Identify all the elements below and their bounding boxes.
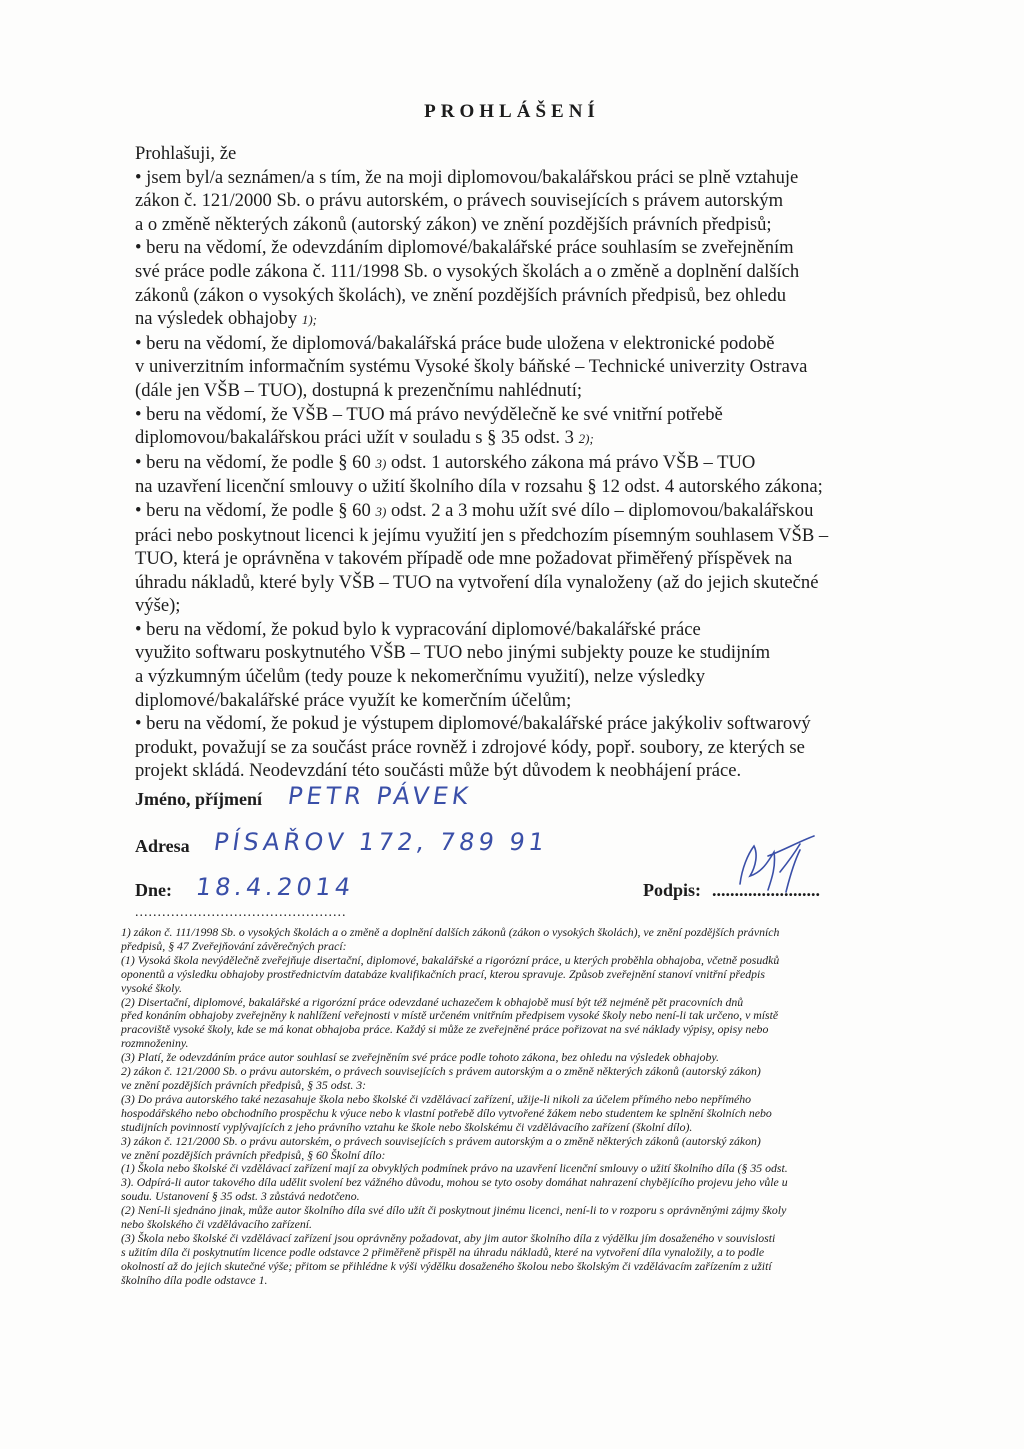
footnote-line: okolností až do jejich skutečné výše; přitom se přihlédne k výši výdělku dosaženého školou nebo školským či vzdělávacím zařízením z užití — [121, 1258, 772, 1273]
statement-line — [135, 499, 895, 524]
statement-line: • beru na vědomí, že diplomová/bakalářská práce bude uložena v elektronické podobě — [135, 332, 895, 356]
footnote-line: (1) Vysoká škola nevýdělečně zveřejňuje disertační, diplomové, bakalářské a rigorózní práce, u kterých proběhla obhajoba, včetně posudků — [121, 952, 780, 967]
statement-line — [135, 426, 895, 451]
footnote-line: ve znění pozdějších právních předpisů, § 35 odst. 3: — [121, 1077, 367, 1092]
footnote-ref: 3) — [375, 503, 387, 519]
footnote-line: před konáním obhajoby zveřejněny k nahlížení veřejnosti v místě určeném vnitřním předpisem vysoké školy nebo není-li tak určeno, v místě — [121, 1008, 779, 1023]
statement-line: projekt skládá. Neodevzdání této součásti může být důvodem k neobhájení práce. — [135, 760, 742, 782]
statement-line: • jsem byl/a seznámen/a s tím, že na moji diplomovou/bakalářskou práci se plně vztahuje — [135, 166, 895, 190]
statement-text: odst. 2 a 3 mohu užít své dílo – diplomovou/bakalářskou — [390, 499, 814, 521]
footnote-line: (3) Do práva autorského také nezasahuje škola nebo školské či vzdělávací zařízení, užije-li nikoli za účelem přímého nebo nepřímého — [121, 1091, 752, 1106]
statement-line: • beru na vědomí, že odevzdáním diplomové/bakalářské práce souhlasím se zveřejněním — [135, 236, 895, 260]
footnote-line: předpisů, § 47 Zveřejňování závěrečných prací: — [121, 938, 347, 953]
statement-line: • beru na vědomí, že pokud je výstupem diplomové/bakalářské práce jakýkoliv softwarový — [135, 712, 895, 736]
footnote-line: ve znění pozdějších právních předpisů, § 60 Školní dílo: — [121, 1147, 386, 1162]
footnote-line: oponentů a výsledku obhajoby prostřednictvím databáze kvalifikačních prací, kterou spravuje. Způsob zveřejnění stanoví vnitřní předpis — [121, 966, 765, 981]
footnote-line: školního díla podle odstavce 1. — [121, 1272, 268, 1287]
page-title: PROHLÁŠENÍ — [424, 101, 600, 122]
date-label: Dne: — [135, 880, 172, 900]
statement-line: úhradu nákladů, které byly VŠB – TUO na vytvoření díla vynaloženy (až do jejich skutečné — [135, 571, 819, 593]
statement-text: beru na vědomí, že podle § 60 — [146, 451, 371, 473]
statement-text: na výsledek obhajoby — [135, 308, 298, 330]
date-value[interactable]: 18.4.2014 — [194, 873, 357, 901]
statement-line: výše); — [135, 595, 181, 617]
footnote-line: 1) zákon č. 111/1998 Sb. o vysokých školách a o změně a doplnění dalších zákonů (zákon o vysokých školách), ve znění pozdějších právních — [121, 925, 780, 939]
statement-line: • beru na vědomí, že pokud bylo k vypracování diplomové/bakalářské práce — [135, 618, 895, 642]
footnote-line: (2) Disertační, diplomové, bakalářské a rigorózní práce odevzdané uchazečem k obhajobě musí být též nejméně pět pracovních dnů — [121, 994, 744, 1009]
signature-dots: ........................ — [712, 880, 820, 900]
intro-text: Prohlašuji, že — [135, 143, 237, 164]
footnote-line: studijních povinností vyplývajících z jeho právního vztahu ke škole nebo školskému či vzdělávacího zařízení (školní dílo). — [121, 1119, 693, 1134]
statement-line: práci nebo poskytnout licenci k jejímu využití jen s předchozím písemným souhlasem VŠB – — [135, 524, 829, 546]
footnote-line: (3) Škola nebo školské či vzdělávací zařízení jsou oprávněny požadovat, aby jim autor školního díla z výdělku jím dosaženého v souvislosti — [121, 1230, 776, 1245]
footnote-line: soudu. Ustanovení § 35 odst. 3 zůstává nedotčeno. — [121, 1189, 360, 1204]
declaration-body — [135, 142, 895, 783]
address-label: Adresa — [135, 836, 190, 856]
signature-icon[interactable] — [728, 832, 828, 902]
statement-line: (dále jen VŠB – TUO), dostupná k prezenčnímu nahlédnutí; — [135, 379, 583, 401]
statement-line — [135, 307, 895, 332]
footnote-line: rozmnoženiny. — [121, 1036, 189, 1051]
statement-text: odst. 1 autorského zákona má právo VŠB – TUO — [390, 451, 756, 473]
footnote-line: vysoké školy. — [121, 980, 182, 995]
footnote-line: hospodářského nebo obchodního prospěchu k výuce nebo k vlastní potřebě dílo vytvořené žákem nebo studentem ke splnění školních nebo — [121, 1105, 772, 1120]
statement-text: beru na vědomí, že podle § 60 — [146, 499, 371, 521]
signature-label: Podpis: — [643, 880, 702, 900]
footnote-line: (1) Škola nebo školské či vzdělávací zařízení mají za obvyklých podmínek právo na uzavření licenční smlouvy o užití školního díla (§ 35 odst. — [121, 1161, 788, 1176]
footnote-ref: 2); — [578, 431, 594, 447]
footnote-line: 3). Odpírá-li autor takového díla udělit svolení bez vážného důvodu, mohou se tyto osoby domáhat nahrazení chybějícího projevu jeho vůle u — [121, 1175, 788, 1190]
name-value[interactable]: PETR PÁVEK — [286, 782, 474, 810]
statement-line: v univerzitním informačním systému Vysoké školy báňské – Technické univerzity Ostrava — [135, 356, 808, 378]
footnote-line: s užitím díla či poskytnutím licence podle odstavce 2 přiměřeně přispěl na úhradu nákladů, které na vytvoření díla vynaložily, a to podle — [121, 1244, 765, 1259]
address-value[interactable]: PÍSAŘOV 172, 789 91 — [212, 828, 550, 856]
footnote-line: nebo školského či vzdělávacího zařízení. — [121, 1217, 312, 1232]
name-label: Jméno, příjmení — [135, 789, 262, 809]
statement-line: na uzavření licenční smlouvy o užití školního díla v rozsahu § 12 odst. 4 autorského zákona; — [135, 476, 823, 498]
statement-line: své práce podle zákona č. 111/1998 Sb. o vysokých školách a o změně a doplnění dalších — [135, 260, 800, 282]
statement-line: produkt, považují se za součást práce rovněž i zdrojové kódy, popř. soubory, ze kterých se — [135, 736, 805, 758]
separator-line: ............................................... — [135, 905, 347, 920]
footnote-ref: 1); — [301, 312, 317, 328]
statement-line: zákonů (zákon o vysokých školách), ve znění pozdějších právních předpisů, bez ohledu — [135, 284, 787, 306]
footnote-ref: 3) — [375, 455, 387, 471]
statement-line: • beru na vědomí, že VŠB – TUO má právo nevýdělečně ke své vnitřní potřebě — [135, 403, 895, 427]
footnote-line: pracoviště vysoké školy, kde se má konat obhajoba práce. Každý si může ze zveřejněné práce pořizovat na své náklady výpisy, opisy nebo — [121, 1022, 769, 1037]
statement-line: využito softwaru poskytnutého VŠB – TUO nebo jinými subjekty pouze ke studijním — [135, 642, 771, 664]
footnote-line: (2) Není-li sjednáno jinak, může autor školního díla své dílo užít či poskytnout jinému licenci, není-li to v rozporu s oprávněnými zájmy školy — [121, 1203, 787, 1218]
footnote-line: 3) zákon č. 121/2000 Sb. o právu autorském, o právech souvisejících s právem autorským a o změně některých zákonů (autorský zákon) — [121, 1133, 761, 1148]
footnotes-section — [121, 926, 911, 1288]
statement-line: zákon č. 121/2000 Sb. o právu autorském, o právech souvisejících s právem autorským — [135, 190, 784, 212]
statement-line — [135, 451, 895, 476]
statement-line: a o změně některých zákonů (autorský zákon) ve znění pozdějších právních předpisů; — [135, 213, 772, 235]
statement-line: TUO, která je oprávněna v takovém případě ode mne požadovat přiměřený příspěvek na — [135, 548, 793, 570]
statement-text: diplomovou/bakalářskou práci užít v souladu s § 35 odst. 3 — [135, 427, 574, 449]
statement-line: diplomové/bakalářské práce využít ke komerčním účelům; — [135, 689, 572, 711]
footnote-line: 2) zákon č. 121/2000 Sb. o právu autorském, o právech souvisejících s právem autorským a o změně některých zákonů (autorský zákon) — [121, 1064, 761, 1079]
statement-line: a výzkumným účelům (tedy pouze k nekomerčnímu využití), nelze výsledky — [135, 666, 706, 688]
footnote-line: (3) Platí, že odevzdáním práce autor souhlasí se zveřejněním své práce podle tohoto zákona, bez ohledu na výsledek obhajoby. — [121, 1050, 719, 1065]
